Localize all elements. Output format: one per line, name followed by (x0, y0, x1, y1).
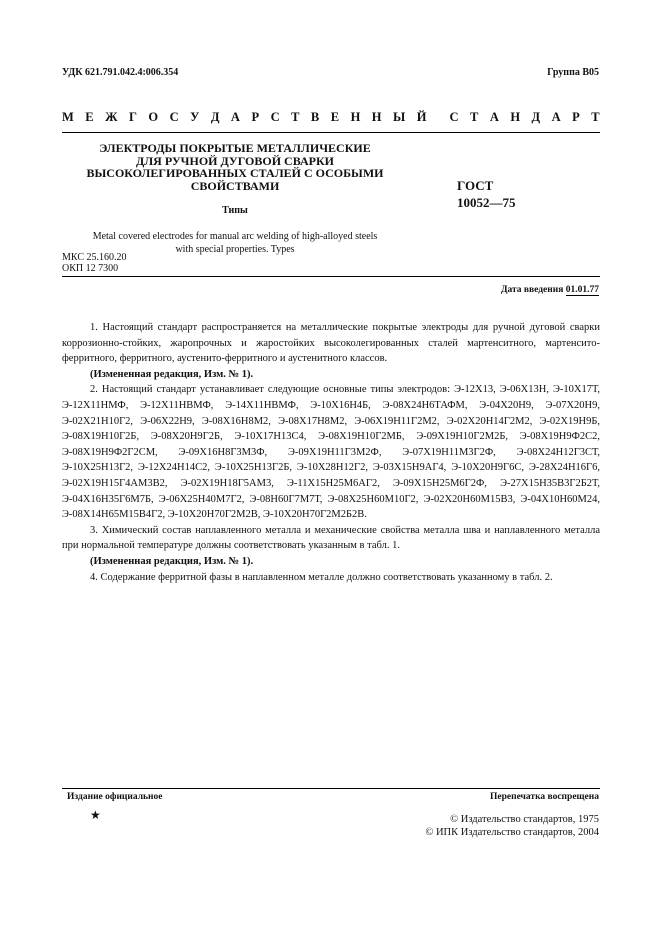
banner-letter: Е (330, 110, 340, 124)
title-line: ВЫСОКОЛЕГИРОВАННЫХ СТАЛЕЙ С ОСОБЫМИ (86, 166, 384, 180)
reprint-prohibited-label: Перепечатка воспрещена (489, 792, 599, 802)
banner-letter: Т (291, 110, 300, 124)
banner-letter: С (449, 110, 459, 124)
banner-letter: Р (251, 110, 260, 124)
gost-number: 10052—75 (457, 195, 516, 210)
banner-letter: Н (350, 110, 361, 124)
banner-letter: Г (128, 110, 137, 124)
document-body (62, 320, 600, 585)
intro-label: Дата введения (500, 285, 564, 295)
banner-letter: Н (510, 110, 521, 124)
clause-paragraph: 4. Содержание ферритной фазы в наплавленном металле должно соответствовать указанному в табл. 2. (90, 571, 553, 583)
copyright-line: © ИПК Издательство стандартов, 2004 (425, 827, 599, 838)
intro-date-value: 01.01.77 (565, 285, 599, 295)
codes-rule (62, 276, 600, 277)
udc-code: УДК 621.791.042.4:006.354 (62, 67, 179, 78)
banner-letter: О (148, 110, 159, 124)
banner-letter: Д (531, 110, 541, 124)
copyright-block (425, 813, 599, 839)
banner-letter: Т (469, 110, 479, 124)
classification-codes (62, 252, 126, 274)
banner-letter: Ы (393, 110, 406, 124)
english-title-line: Metal covered electrodes for manual arc welding of high-alloyed steels (92, 231, 378, 242)
document-title (80, 142, 390, 192)
banner-letter: А (489, 110, 499, 124)
amendment-note: (Измененная редакция, Изм. № 1). (90, 368, 254, 380)
banner-letter: Н (371, 110, 382, 124)
banner-letter: В (310, 110, 320, 124)
banner-letter: А (551, 110, 561, 124)
title-line: ЭЛЕКТРОДЫ ПОКРЫТЫЕ МЕТАЛЛИЧЕСКИЕ (99, 141, 371, 155)
banner-letter: А (230, 110, 240, 124)
copyright-line: © Издательство стандартов, 1975 (450, 814, 599, 825)
clause-paragraph: 2. Настоящий стандарт устанавливает следующие основные типы электродов: Э-12Х13, Э-06Х13Н, Э-10Х17Т, Э-12Х11НМФ, Э-12Х11НВМФ, Э-14Х11НВМФ, Э-10Х16Н4Б, Э-08Х24Н6ТАФМ, Э-04Х20Н9, Э-07Х20Н9, Э-02Х21Н10Г2, Э-06Х22Н9, Э-08Х16Н8М2, Э-08Х17Н8М2, Э-06Х19Н11Г2М2, Э-02Х20Н14Г2М2, Э-02Х19Н9Б, Э-08Х19Н10Г2Б, Э-08Х20Н9Г2Б, Э-10Х17Н13С4, Э-08Х19Н10Г2МБ, Э-09Х19Н10Г2М2Б, Э-08Х19Н9Ф2С2, Э-08Х19Н9Ф2Г2СМ, Э-09Х16Н8Г3М3Ф, Э-09Х19Н11Г3М2Ф, Э-07Х19Н11М3Г2Ф, Э-08Х24Н12Г3СТ, Э-10Х25Н13Г2, Э-12Х24Н14С2, Э-10Х25Н13Г2Б, Э-10Х28Н12Г2, Э-03Х15Н9АГ4, Э-10Х20Н9Г6С, Э-28Х24Н16Г6, Э-02Х19Н15Г4АМ3В2, Э-02Х19Н18Г5АМ3, Э-11Х15Н25М6АГ2, Э-09Х15Н25М6Г2Ф, Э-27Х15Н35В3Г2Б2Т, Э-04Х16Н35Г6М7Б, Э-06Х25Н40М7Г2, Э-08Н60Г7М7Т, Э-08Х25Н60М10Г2, Э-02Х20Н60М15В3, Э-04Х10Н60М24, Э-08Х14Н65М15В4Г2, Э-10Х20Н70Г2М2В, Э-10Х20Н70Г2М2Б2В. (62, 384, 600, 521)
group-code: Группа В05 (547, 67, 599, 78)
banner-letter: Т (591, 110, 600, 124)
document-subtitle: Типы (222, 205, 248, 216)
amendment-note: (Измененная редакция, Изм. № 1). (90, 555, 254, 567)
clause-paragraph: 3. Химический состав наплавленного металла и механические свойства металла шва и наплавленного металла при нормальной температуре должны соответствовать указанным в табл. 1. (62, 524, 600, 552)
banner-letter: У (190, 110, 200, 124)
banner-letter: Й (416, 110, 427, 124)
star-icon: ★ (90, 808, 101, 822)
banner-letter: С (270, 110, 280, 124)
banner-letter: Р (572, 110, 580, 124)
banner-rule (62, 132, 600, 133)
banner-letter: Ж (105, 110, 118, 124)
clause-paragraph: 1. Настоящий стандарт распространяется на металлические покрытые электроды для ручной дуговой сварки коррозионно-стойких, жаропрочных и жаростойких высоколегированных сталей мартенситного, мартенсито-ферритного, ферритного, аустенито-ферритного и аустенитного классов. (62, 322, 600, 365)
mks-code: МКС 25.160.20 (62, 252, 127, 263)
introduction-date (501, 285, 599, 295)
gost-designation (457, 177, 516, 211)
title-line: ДЛЯ РУЧНОЙ ДУГОВОЙ СВАРКИ (135, 153, 334, 168)
banner-letter: Д (210, 110, 220, 124)
footer-rule (62, 788, 600, 789)
interstate-standard-banner (62, 110, 600, 125)
banner-letter: М (62, 110, 74, 124)
english-title-line: with special properties. Types (175, 244, 295, 255)
banner-letter: С (169, 110, 179, 124)
gost-label: ГОСТ (457, 178, 494, 193)
banner-letter: Е (85, 110, 94, 124)
okp-code: ОКП 12 7300 (62, 263, 119, 274)
title-line: СВОЙСТВАМИ (190, 178, 280, 193)
official-edition-label: Издание официальное (67, 792, 163, 802)
